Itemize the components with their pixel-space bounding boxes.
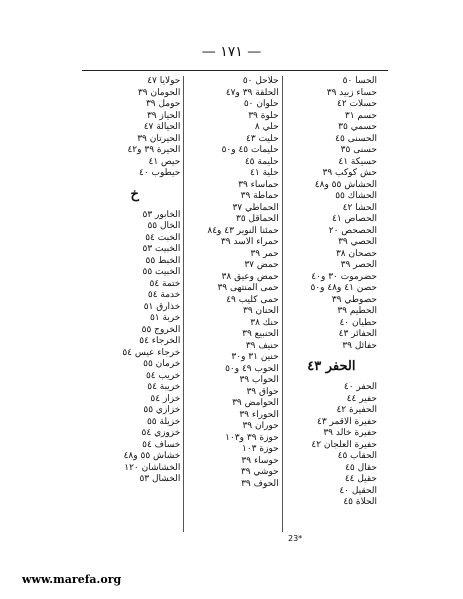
index-entry: حوران ٣٩ bbox=[242, 421, 279, 431]
index-entry: حليمات ٤٥ و٥٠ bbox=[221, 145, 279, 155]
index-entry: الخبت ٥٤ bbox=[145, 232, 181, 243]
index-entry: حلوة ٣٩ bbox=[248, 110, 279, 121]
index-entry: خزيلة ٥٥ bbox=[146, 416, 181, 427]
index-entry: حمى كليب ٤٩ bbox=[226, 294, 279, 305]
index-entry: حماساء ٣٩ bbox=[238, 179, 279, 190]
index-entry: الحقاب ٤٥ bbox=[337, 451, 377, 461]
footer-code: 23* bbox=[288, 534, 303, 543]
section-letter: الحفر ٤٣ bbox=[307, 359, 356, 374]
index-entry: حصوطي ٣٩ bbox=[331, 294, 377, 305]
index-entry: خرجاء عيس ٥٤ bbox=[122, 347, 181, 358]
index-entry: خربة ٥١ bbox=[149, 313, 181, 323]
index-entry: الحفر ٤٠ bbox=[343, 382, 377, 392]
index-entry: حومل ٣٩ bbox=[145, 99, 181, 109]
index-column-1 bbox=[283, 76, 380, 532]
index-entry: الحومان ٣٩ bbox=[137, 87, 181, 98]
index-entry: الحسنى ٤٥ bbox=[335, 133, 377, 144]
index-entry: حوساء ٣٩ bbox=[241, 455, 279, 466]
index-entry: الحوأب ٣٩ bbox=[239, 375, 279, 385]
index-entry: الحصي ٣٩ bbox=[338, 237, 377, 247]
index-entry: حصحان ٣٨ bbox=[335, 248, 377, 259]
index-entry: خذارق ٥١ bbox=[143, 301, 181, 312]
index-entry: حمى المنتهى ٣٩ bbox=[217, 283, 279, 293]
index-entry: الحماقل ٣٥ bbox=[236, 214, 279, 224]
page-number: — ١٧١ — bbox=[201, 44, 262, 60]
index-entry: حمض وعيق ٣٨ bbox=[221, 271, 279, 282]
index-entry: حفيرة الاقمر ٤٣ bbox=[316, 416, 377, 427]
index-entry: خساف ٥٤ bbox=[142, 439, 181, 450]
index-columns bbox=[86, 76, 380, 532]
index-entry: الخشال ٥٣ bbox=[139, 474, 181, 484]
index-entry: حمض ٣٧ bbox=[244, 260, 279, 270]
index-entry: حنك ٣٨ bbox=[250, 317, 279, 328]
index-entry: حواق ٣٩ bbox=[246, 386, 279, 397]
index-column-2 bbox=[184, 76, 282, 532]
index-entry: حفيرة خالد ٣٩ bbox=[323, 428, 377, 438]
index-entry: الحياز ٣٩ bbox=[146, 110, 181, 121]
index-entry: حضرموت ٣٠ و٤٠ bbox=[311, 271, 377, 282]
index-entry: الحيالة ٤٧ bbox=[143, 122, 181, 132]
index-entry: حصن ٤١ و٤٨ و٥٠ bbox=[310, 283, 377, 293]
index-entry: الحوب ٤٩ و٥٠ bbox=[225, 363, 279, 374]
index-entry: الحشاك ٥٥ bbox=[335, 191, 377, 201]
index-entry: حلية ٤١ bbox=[250, 168, 279, 178]
index-entry: حفيرة العلجان ٤٢ bbox=[311, 439, 377, 450]
index-entry: حمراء الاسد ٣٩ bbox=[220, 237, 279, 247]
section-letter: خ bbox=[130, 186, 139, 202]
site-watermark: www.marefa.org bbox=[22, 573, 122, 586]
index-entry: حقال ٤٥ bbox=[345, 462, 377, 473]
index-entry: حسنى ٣٥ bbox=[340, 145, 377, 155]
index-entry: الخشاشان ١٢٠ bbox=[124, 462, 181, 473]
index-entry: الحشا ٤٢ bbox=[342, 202, 377, 213]
index-entry: حليمة ٤٥ bbox=[244, 156, 279, 167]
index-entry: حوزة ١٠٣ bbox=[242, 444, 279, 454]
index-entry: حسم ٣١ bbox=[344, 110, 377, 121]
index-entry: خشاش ٥٥ و٤٨ bbox=[123, 451, 181, 461]
index-entry: حيص ٤١ bbox=[148, 156, 181, 167]
index-entry: الحفائر ٤٣ bbox=[338, 329, 377, 339]
index-entry: الخبط ٥٥ bbox=[145, 255, 181, 266]
index-entry: حمئنا النوير ٤٣ و٨٤ bbox=[207, 225, 279, 236]
index-entry: خريبة ٥٤ bbox=[147, 382, 181, 392]
index-entry: الحنبيع ٣٩ bbox=[242, 329, 279, 339]
index-entry: حيطوب ٤٠ bbox=[139, 168, 181, 178]
index-entry: الحوامض ٣٩ bbox=[232, 398, 279, 408]
index-entry: حنين ٣١ و٣٠ bbox=[231, 352, 279, 362]
index-entry: خزاز ٥٤ bbox=[150, 393, 181, 404]
index-entry: خدمة ٥٤ bbox=[147, 290, 181, 300]
index-entry: الخرجاء ٥٤ bbox=[139, 336, 181, 346]
index-entry: الحفيرة ٤٢ bbox=[336, 405, 377, 415]
index-entry: حطيان ٤٠ bbox=[339, 317, 377, 328]
index-entry: خزوزي ٥٤ bbox=[141, 428, 181, 438]
header-rule bbox=[82, 70, 388, 71]
index-entry: الخروج ٥٥ bbox=[141, 324, 181, 335]
index-entry: حسيكة ٤١ bbox=[338, 156, 377, 167]
index-entry: حليت ٤٣ bbox=[246, 133, 279, 144]
index-entry: خريب ٥٤ bbox=[145, 370, 181, 381]
index-entry: الحصحص ٢٠ bbox=[328, 225, 377, 236]
index-entry: حلوان ٥٠ bbox=[243, 99, 279, 109]
index-entry: حفائل ٣٩ bbox=[342, 340, 377, 351]
index-entry: الحماطي ٣٧ bbox=[232, 202, 279, 213]
index-entry: الخال ٥٥ bbox=[147, 221, 181, 231]
index-entry: الحلاة ٤٥ bbox=[343, 497, 377, 507]
index-entry: الحطيم ٣٩ bbox=[337, 306, 377, 316]
index-entry: ختمة ٥٤ bbox=[149, 278, 181, 289]
index-entry: الحوف ٣٩ bbox=[241, 478, 279, 489]
index-entry: الخبيت ٥٣ bbox=[142, 244, 181, 254]
index-entry: حساء زبيد ٣٩ bbox=[326, 87, 377, 98]
index-entry: حلي ٨ bbox=[254, 122, 279, 132]
index-entry: الحشاش ٥٥ و٤٨ bbox=[314, 179, 377, 190]
index-entry: الحسا ٥٠ bbox=[342, 76, 377, 86]
index-entry: حقيل ٤٤ bbox=[344, 474, 377, 484]
index-entry: الحصر ٣٩ bbox=[340, 260, 377, 270]
index-entry: خزازي ٥٥ bbox=[143, 405, 181, 415]
index-entry: حلاحل ٥٠ bbox=[242, 76, 279, 86]
index-entry: حماطة ٣٩ bbox=[240, 191, 279, 201]
index-entry: حوزة ٣٩ و١٠٣ bbox=[225, 432, 279, 443]
index-entry: حوشي ٣٩ bbox=[240, 467, 279, 477]
index-entry: الخبيت ٥٥ bbox=[142, 267, 181, 277]
index-entry: حولايا ٤٧ bbox=[147, 76, 181, 86]
index-entry: حنيف ٣٩ bbox=[245, 340, 279, 351]
index-entry: حمر ٣٩ bbox=[250, 248, 279, 259]
index-entry: الحلقة ٣٩ و٤٧ bbox=[225, 87, 279, 98]
index-entry: الحيرة ٣٩ و٤٢ bbox=[127, 145, 181, 155]
index-entry: حسلات ٤٢ bbox=[337, 99, 377, 109]
index-entry: حسمي ٣٥ bbox=[338, 122, 377, 132]
index-entry: الخابور ٥٣ bbox=[142, 209, 181, 220]
index-column-3 bbox=[86, 76, 184, 532]
index-entry: الحصاص ٤١ bbox=[331, 214, 377, 224]
index-entry: حش كوكب ٣٩ bbox=[322, 168, 377, 178]
index-entry: خرمان ٥٥ bbox=[143, 359, 181, 369]
index-entry: الحنان ٣٩ bbox=[243, 306, 279, 316]
index-entry: الحيرتان ٣٩ bbox=[137, 133, 181, 144]
index-entry: الحوراء ٣٩ bbox=[239, 409, 279, 420]
index-entry: حفير ٤٤ bbox=[346, 393, 377, 404]
index-entry: الحقيل ٤٠ bbox=[339, 485, 377, 496]
